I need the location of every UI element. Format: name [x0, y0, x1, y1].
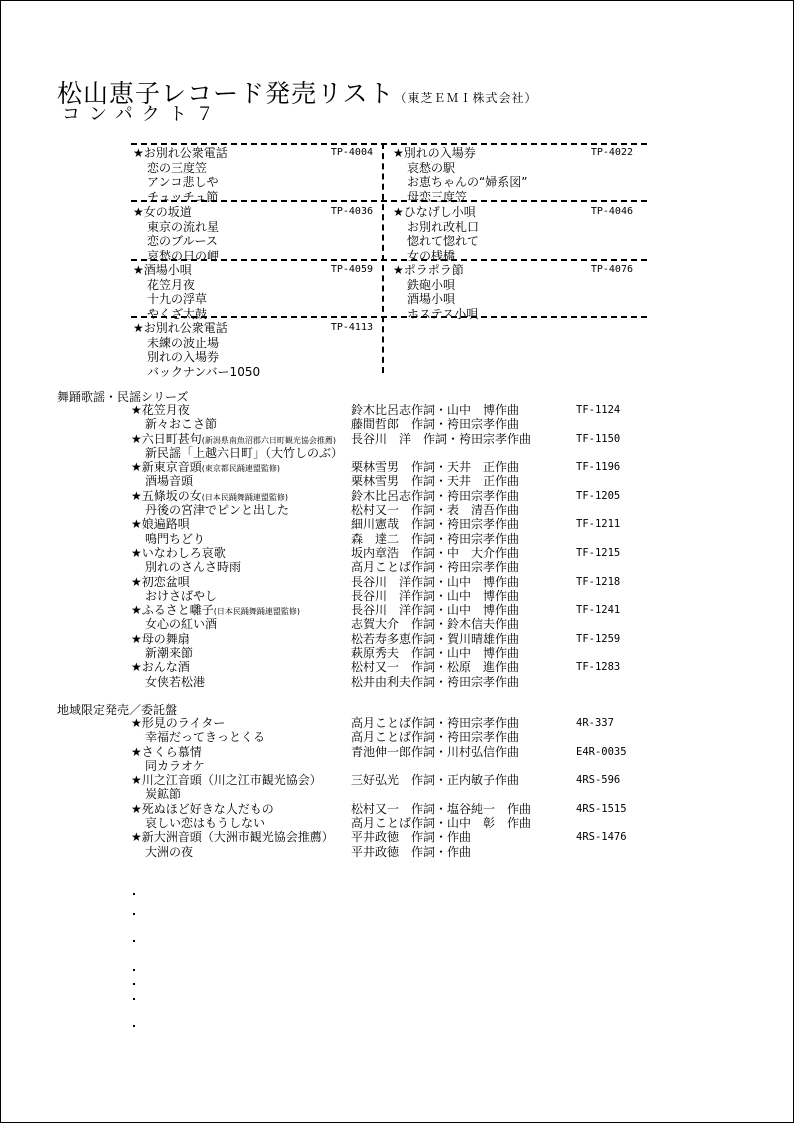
song-credit: 松若寿多恵作詞・賀川晴雄作曲: [351, 631, 520, 646]
compact-record: [393, 205, 633, 263]
song-credit: 松村又一 作詞・表 清吾作曲: [351, 503, 520, 518]
catalog-code: TF-1211: [576, 518, 621, 531]
song-name: 新々おこさ節: [145, 417, 218, 432]
song-name: ★初恋盆唄: [131, 574, 190, 589]
song-title: [131, 632, 190, 646]
song-title: [131, 745, 202, 759]
song-credit: 志賀大介 作詞・鈴木信夫作曲: [351, 617, 520, 632]
catalog-code: TF-1205: [576, 489, 621, 502]
record-code: TP-4036: [330, 206, 373, 217]
song-name: ★娘遍路唄: [131, 517, 190, 532]
catalog-code: TF-1196: [576, 461, 621, 474]
song-name: ★五條坂の女: [131, 488, 202, 503]
catalog-code: TF-1283: [576, 661, 621, 674]
song-title: [145, 503, 289, 517]
song-title: 花笠月夜: [147, 277, 196, 292]
song-credit: 栗林雪男 作詞・天井 正作曲: [351, 460, 520, 475]
compact-record: [133, 263, 373, 321]
song-title: [145, 589, 217, 603]
song-name: 炭鉱節: [145, 787, 182, 802]
song-name: ★形見のライター: [131, 716, 226, 730]
song-credit: 松井由利夫作詞・袴田宗孝作曲: [351, 674, 520, 689]
record-code: TP-4076: [590, 264, 633, 275]
song-credit: 森 達二 作詞・袴田宗孝作曲: [351, 531, 520, 546]
song-title: [145, 646, 193, 660]
song-name: ★いなわしろ哀歌: [131, 545, 226, 560]
song-title: やくざ太鼓: [147, 306, 208, 321]
grid-divider: [382, 143, 384, 373]
compact-record: [133, 321, 373, 379]
dot: [133, 998, 135, 1000]
song-title: [145, 759, 205, 773]
song-title: [145, 617, 217, 631]
song-title: [145, 845, 193, 859]
compact-record: [133, 205, 373, 263]
compact-record: [393, 146, 633, 204]
song-credit: 平井政徳 作詞・作曲: [351, 830, 472, 845]
catalog-code: E4R-0035: [576, 745, 627, 758]
song-title: [145, 474, 193, 488]
catalog-code: TF-1150: [576, 432, 621, 445]
compact-record: [133, 146, 373, 204]
song-title: [145, 532, 205, 546]
song-name: おけさばやし: [145, 588, 218, 603]
song-title: [131, 403, 190, 417]
song-name: ★川之江音頭（川之江市観光協会）: [131, 773, 322, 788]
record-title: ★女の坂道: [133, 205, 192, 219]
song-credit: 藤間哲郎 作詞・袴田宗孝作曲: [351, 417, 520, 432]
song-title: [131, 773, 322, 787]
song-name: 新民謡「上越六日町」（大竹しのぶ）: [145, 445, 344, 460]
record-code: TP-4022: [590, 147, 633, 158]
song-title: [145, 560, 241, 574]
song-title: [131, 546, 226, 560]
record-code: TP-4113: [330, 322, 373, 333]
song-credit: 長谷川 洋作詞・山中 博作曲: [351, 588, 520, 603]
song-name: 新潮来節: [145, 646, 194, 661]
song-credit: 平井政徳 作詞・作曲: [351, 844, 472, 859]
song-credit: 栗林雪男 作詞・天井 正作曲: [351, 474, 520, 489]
song-title: 女の桟橋: [407, 248, 456, 263]
song-title: お恵ちゃんの“婦系図”: [407, 175, 528, 189]
song-note: (日本民踊舞踊連盟監修): [213, 607, 301, 617]
record-title: ★別れの入場券: [393, 146, 476, 160]
song-name: 女心の紅い酒: [145, 617, 218, 632]
catalog-code: TF-1218: [576, 575, 621, 588]
song-title: [145, 675, 205, 689]
song-title: バックナンバー1050: [147, 364, 261, 379]
song-title: 別れの入場券: [147, 350, 220, 364]
song-title: 恋の三度笠: [147, 160, 208, 175]
song-note: (日本民踊舞踊連盟監修): [201, 492, 289, 502]
song-title: [145, 417, 217, 431]
song-credit: 長谷川 洋 作詞・袴田宗孝作曲: [351, 431, 532, 446]
song-name: 哀しい恋はもうしない: [145, 816, 266, 831]
song-credit: 高月ことば作詞・袴田宗孝作曲: [351, 716, 520, 730]
song-note: (東京都民踊連盟監修): [201, 464, 281, 474]
song-credit: 松村又一 作詞・塩谷純一 作曲: [351, 801, 532, 816]
song-name: ★さくら慕情: [131, 744, 202, 759]
song-name: 別れのさんさ時雨: [145, 560, 242, 575]
song-title: [131, 830, 334, 844]
song-name: 同カラオケ: [145, 758, 205, 773]
song-credit: 高月ことば作詞・袴田宗孝作曲: [351, 560, 520, 575]
grid-line: [131, 143, 647, 145]
record-title: ★酒場小唄: [133, 263, 192, 277]
title-main: 松山恵子レコード発売リスト: [57, 79, 395, 108]
song-title: 恋のブルース: [147, 234, 218, 248]
dot: [133, 969, 135, 971]
song-title: 東京の流れ星: [147, 219, 220, 234]
song-name: ★六日町甚句: [131, 431, 202, 446]
section-dance: 舞踊歌謡・民謡シリーズ: [57, 390, 189, 404]
song-name: 大洲の夜: [145, 844, 194, 859]
dot: [133, 1025, 135, 1027]
catalog-code: 4RS-596: [576, 774, 621, 787]
catalog-code: TF-1241: [576, 604, 621, 617]
song-title: 母恋三度笠: [407, 189, 468, 204]
song-title: [131, 660, 190, 674]
song-name: 酒場音頭: [145, 474, 194, 489]
section-regional: 地域限定発売／委託盤: [57, 703, 178, 717]
song-credit: 長谷川 洋作詞・山中 博作曲: [351, 603, 520, 618]
song-credit: 長谷川 洋作詞・山中 博作曲: [351, 574, 520, 589]
song-name: 女侠若松港: [145, 674, 206, 689]
song-name: ★新東京音頭: [131, 460, 202, 475]
record-title: ★ポラポラ節: [393, 263, 464, 277]
song-credit: 萩原秀夫 作詞・山中 博作曲: [351, 646, 520, 661]
song-title: 十九の浮草: [147, 292, 208, 306]
song-credit: 青池伸一郎作詞・川村弘信作曲: [351, 744, 520, 759]
record-title: ★ひなげし小唄: [393, 205, 476, 219]
song-title: [145, 787, 181, 801]
song-title: ホステス小唄: [407, 306, 479, 321]
song-title: お別れ改札口: [407, 219, 480, 234]
record-code: TP-4004: [330, 147, 373, 158]
catalog-code: 4R-337: [576, 717, 614, 729]
song-title: [131, 802, 274, 816]
compact-record: [393, 263, 633, 321]
song-name: 幸福だってきっとくる: [145, 730, 266, 745]
song-title: [145, 816, 265, 830]
catalog-code: TF-1259: [576, 632, 621, 645]
song-name: ★おんな酒: [131, 660, 190, 675]
song-title: [145, 730, 265, 744]
compact-grid: [131, 143, 647, 379]
song-title: [145, 446, 343, 460]
song-credit: 三好弘光 作詞・正内敏子作曲: [351, 773, 520, 788]
song-credit: 坂内章浩 作詞・中 大介作曲: [351, 545, 520, 560]
song-name: ★死ぬほど好きな人だもの: [131, 801, 274, 816]
dot: [133, 983, 135, 985]
publisher: （東芝ＥＭＩ株式会社）: [394, 91, 538, 105]
record-code: TP-4059: [330, 264, 373, 275]
song-note: (新潟県南魚沼郡六日町観光協会推薦): [201, 435, 337, 445]
song-credit: 鈴木比呂志作詞・袴田宗孝作曲: [351, 488, 520, 503]
song-title: チュッチュ節: [147, 189, 219, 204]
dot: [133, 913, 135, 915]
song-credit: 高月ことば作詞・袴田宗孝作曲: [351, 730, 520, 745]
song-credit: 細川憲哉 作詞・袴田宗孝作曲: [351, 517, 520, 532]
catalog-code: 4RS-1476: [576, 831, 627, 844]
catalog-code: TF-1124: [576, 404, 621, 416]
song-title: 哀愁の駅: [407, 160, 456, 175]
song-name: ★ふるさと囃子: [131, 603, 214, 618]
song-title: アンコ悲しや: [147, 175, 219, 189]
catalog-code: 4RS-1515: [576, 802, 627, 815]
subtitle: コンパクト７: [62, 104, 223, 125]
catalog-code: TF-1215: [576, 546, 621, 559]
song-title: 哀愁の日の岬: [147, 248, 220, 263]
song-name: 丹後の宮津でピンと出した: [145, 503, 290, 518]
song-title: [131, 716, 225, 730]
song-title: [131, 575, 190, 589]
song-title: 鉄砲小唄: [407, 277, 456, 292]
song-title: 惚れて惚れて: [407, 234, 480, 248]
dot: [133, 940, 135, 942]
record-title: ★お別れ公衆電話: [133, 321, 228, 335]
song-credit: 高月ことば作詞・山中 彰 作曲: [351, 816, 532, 831]
song-name: ★新大洲音頭（大洲市観光協会推薦）: [131, 830, 334, 845]
song-name: ★花笠月夜: [131, 403, 190, 417]
song-title: 未練の波止場: [147, 335, 220, 350]
song-title: 酒場小唄: [407, 292, 456, 306]
song-name: ★母の舞扇: [131, 631, 190, 646]
record-code: TP-4046: [590, 206, 633, 217]
dot: [133, 893, 135, 895]
record-title: ★お別れ公衆電話: [133, 146, 228, 160]
song-name: 鳴門ちどり: [145, 531, 206, 546]
song-credit: 鈴木比呂志作詞・山中 博作曲: [351, 403, 520, 417]
song-title: [131, 517, 190, 531]
song-credit: 松村又一 作詞・松原 進作曲: [351, 660, 520, 675]
